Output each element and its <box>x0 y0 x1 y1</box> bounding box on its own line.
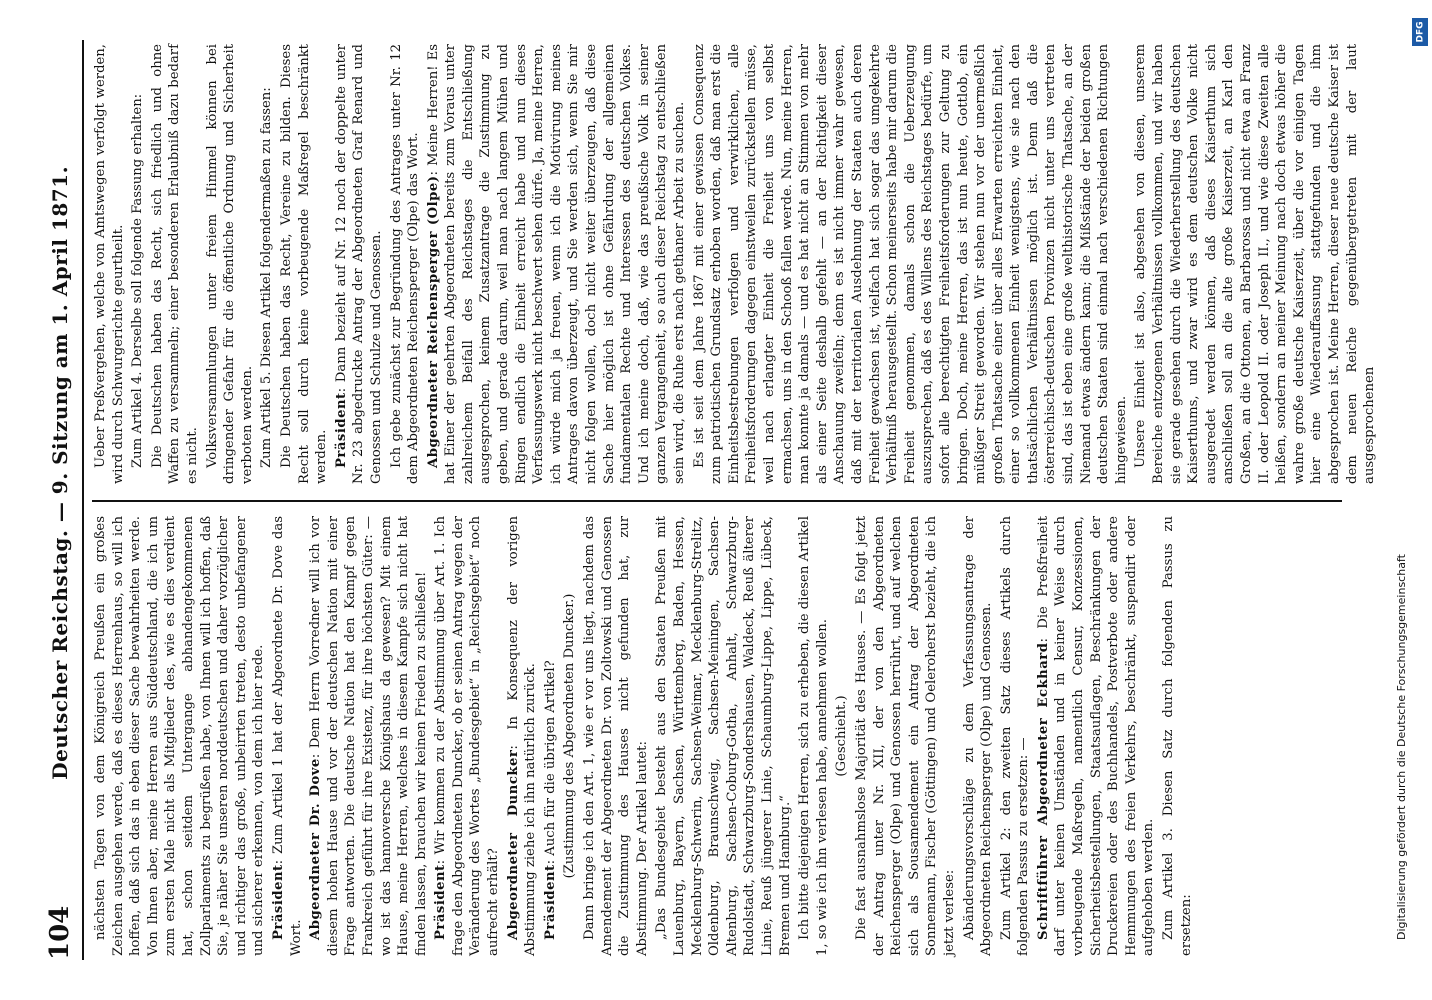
paragraph-text: Dann bringe ich den Art. 1, wie er vor uns liegt, nachdem das Amendement der Abgeordneten Dr. von Zoltowski und Genossen die Zustimmung des Hauses nicht gefunden hat, zur Abstimmung. Der Artikel lautet: <box>582 516 650 956</box>
paragraph-text: Ueber Preßvergehen, welche von Amtswegen verfolgt werden, wird durch Schwurgerichte geurtheilt. <box>93 44 126 484</box>
paragraph-text: (Geschieht.) <box>834 695 850 777</box>
paragraph <box>270 516 305 956</box>
paragraph <box>388 44 423 484</box>
paragraph <box>505 516 540 956</box>
paragraph <box>1132 44 1378 484</box>
paragraph <box>333 44 386 484</box>
speaker-name: Abgeordneter Duncker <box>505 749 521 940</box>
right-column <box>92 44 1378 484</box>
dfg-logo <box>1412 18 1428 46</box>
paragraph <box>961 516 996 956</box>
digitization-notice: Digitalisierung gefördert durch die Deutsche Forschungsgemeinschaft <box>1395 554 1408 940</box>
paragraph-text: : Die Preßfreiheit darf unter keinen Umständen und in keiner Weise durch vorbeugende Maßregeln, namentlich Censur, Konzessionen, Sicherheitsbestellungen, Staatsauflagen, Beschränkungen der Druckereien oder des Buchhandels, Postverbote oder andere Hemmungen des freien Verkehrs, beschränkt, suspendirt oder aufgehoben werden. <box>1035 516 1157 956</box>
paragraph <box>258 44 276 484</box>
paragraph-text: Ich gebe zunächst zur Begründung des Antrages unter Nr. 12 dem Abgeordneten Reichensperger (Olpe) das Wort. <box>388 44 422 484</box>
paragraph <box>278 44 331 484</box>
paragraph <box>432 516 502 956</box>
paragraph <box>92 44 127 484</box>
speaker-name: Schriftführer Abgeordneter Eckhard <box>1035 642 1051 940</box>
paragraph-text: nächsten Tagen von dem Königreich Preußen ein großes Zeichen ausgehen werde, daß es dieses Herrenhaus, so will ich hoffen, daß sich das in eben dieser Sache bewahrheiten werde. Von Ihnen aber, meine Herren aus Süddeutschland, die ich um zum ersten Male nicht als Mitglieder des, wie es dies verdient hat, schon seitdem Untergange abhandengekommenen Zollparlaments zu begrüßen habe, von Ihnen will ich hoffen, daß Sie, je näher Sie unseren norddeutschen und daher vorzüglicher und richtiger das große, unbeirrten treten, desto unbefangener und sicherer erkennen, von dem ich hier rede. <box>93 516 267 956</box>
header-rule <box>82 40 84 960</box>
paragraph-text: Es ist seit dem Jahre 1867 mit einer gewissen Consequenz zum patriotischen Grundsatz erhoben worden, daß man erst die Einheitsbestrebungen verfolgen und verwirklichen, alle Freiheitsforderungen dagegen einstweilen zurückstellen müsse, weil nach erlangter Einheit die Freiheit uns von selbst ermachsen, uns in den Schooß fallen werde. Nun, meine Herren, man konnte ja damals — und es hat nicht an Stimmen von mehr als einer Seite deshalb gefehlt — an der Richtigkeit dieser Anschauung zweifeln; denn es ist nicht immer wahr gewesen, daß mit der territorialen Ausdehnung der Staaten auch deren Freiheit gewachsen ist, vielfach hat sich sogar das umgekehrte Verhältniß herausgestellt. Schon meinerseits habe mir darum die Freiheit genommen, damals schon die Ueberzeugung auszusprechen, daß es des Willens des Reichstages bedürfe, um sofort alle berechtigten Freiheitsforderungen zur Geltung zu bringen. Doch, meine Herren, das ist nun heute, Gottlob, ein müßiger Streit geworden. Wir stehen nun vor der unermeßlich großen Thatsache einer über alles Erwarten erreichten Einheit, einer so vollkommenen Einheit wenigstens, wie sie nach den thatsächlichen Verhältnissen möglich ist. Denn daß die österreichisch-deutschen Provinzen nicht unter uns vertreten sind, das ist eben eine große welthistorische Thatsache, an der Niemand etwas ändern kann; die Mißstände der beiden großen deutschen Staaten sind einmal nach verschiedenen Richtungen hingewiesen. <box>691 44 1129 484</box>
paragraph <box>998 516 1033 956</box>
paragraph <box>691 44 1131 484</box>
paragraph-text: : Auch für die übrigen Artikel? <box>542 660 558 865</box>
paragraph-text: Ich bitte diejenigen Herren, sich zu erheben, die diesen Artikel 1, so wie ich ihn verlesen habe, annehmen wollen. <box>797 516 830 956</box>
paragraph <box>653 516 794 956</box>
paragraph-text: (Zustimmung des Abgeordneten Duncker.) <box>562 593 578 879</box>
column-rule <box>92 500 1342 502</box>
paragraph <box>1160 516 1195 956</box>
paragraph <box>853 516 959 956</box>
paragraph-text: Die Deutschen haben das Recht, Vereine zu bilden. Dieses Recht soll durch keine vorbeugende Maßregel beschränkt werden. <box>278 44 330 484</box>
paragraph <box>425 44 689 484</box>
paragraph-text: Die Deutschen haben das Recht, sich friedlich und ohne Waffen zu versammeln; einer besonderen Erlaubniß dazu bedarf es nicht. <box>149 44 200 484</box>
paragraph <box>796 516 831 956</box>
stage-direction <box>561 516 579 956</box>
paragraph-text: : Meine Herren! Es hat Einer der geehrten Abgeordneten bereits zum Voraus unter zahlreichem Beifall des Reichstages die Entschließung ausgesprochen, keinem Zusatzantrage die Zustimmung zu geben, und gerade darum, weil man nach langem Mühen und Ringen endlich die Einheit erreicht habe und nun dieses Verfassungswerk nicht beschwert sehen dürfe. Ja, meine Herren, ich würde mich ja freuen, wenn ich die Motivirung meines Antrages davon überzeugt, und Sie werden sich, wenn Sie mir nicht folgen wollen, doch nicht weiter überzeugen, daß diese Sache hier möglich ist ohne Gefährdung der allgemeinen fundamentalen Rechte und Interessen des deutschen Volkes. Und ich meine doch, daß, wie das preußische Volk in seiner ganzen Vergangenheit, so auch dieser Reichstag zu entschließen sein wird, die Ruhe erst nach gethaner Arbeit zu suchen. <box>425 44 687 484</box>
paragraph-text: Die fast ausnahmslose Majorität des Hauses. — Es folgt jetzt der Antrag unter Nr. XII, der von den Abgeordneten Reichensperger (Olpe) und Genossen herrührt, und auf welchen sich als Sousamendement ein Antrag der Abgeordneten Sonnemann, Fischer (Göttingen) und Oeleroherst bezieht, die ich jetzt verlese: <box>853 516 957 956</box>
paragraph-text: Zum Artikel 5. Diesen Artikel folgendermaßen zu fassen: <box>259 87 275 468</box>
paragraph-text: : Dann bezieht auf Nr. 12 noch der doppelte unter Nr. 23 abgedruckte Antrag der Abgeordneten Graf Renard und Genossen und Schulze und Genossen. <box>333 44 384 484</box>
paragraph <box>1035 516 1158 956</box>
paragraph-text: Volksversammlungen unter freiem Himmel können bei dringender Gefahr für die öffentliche Ordnung und Sicherheit verboten werden. <box>204 44 255 484</box>
speaker-name: Abgeordneter Dr. Dove <box>308 758 324 940</box>
paragraph-text: Zum Artikel 2: den zweiten Satz dieses Artikels durch folgenden Passus zu ersetzen: — <box>998 516 1032 956</box>
paragraph <box>129 44 147 484</box>
dfg-logo-text: DFG <box>1415 21 1426 43</box>
paragraph-text: Unsere Einheit ist also, abgesehen von diesen, unserem Bereiche entzogenen Verhältnissen vollkommen, und wir haben sie gerade gesehen durch die Wiederherstellung des deutschen Kaiserthums, und zwar wird es dem deutschen Volke nicht ausgeredet werden können, daß dieses Kaiserthum sich anschließen soll an die alte große Kaiserzeit, an Karl den Großen, an die Ottonen, an Barbarossa und nicht etwa an Franz II. oder Leopold II. oder Joseph II., und wie diese Zweiten alle heißen, sondern an meiner Meinung nach doch etwas höher die wahre große deutsche Kaiserzeit, über die vor einigen Tagen hier eine Wiederauffassung stattgefunden und die ihm abgesprochen ist. Meine Herren, dieser neue deutsche Kaiser ist dem neuen Reiche gegenübergetreten mit der laut ausgesprochenen <box>1133 44 1378 484</box>
paragraph-text: : Zum Artikel 1 hat der Abgeordnete Dr. Dove das Wort. <box>270 516 304 956</box>
speaker-name: Präsident <box>433 864 449 940</box>
paragraph-text: : Wir kommen zu der Abstimmung über Art. 1. Ich frage den Abgeordneten Duncker, ob er seinen Antrag wegen der Veränderung des Wortes „Bundesgebiet“ in „Reichsgebiet“ noch aufrecht erhält? <box>433 516 502 956</box>
speaker-name: Präsident <box>333 392 349 468</box>
page-header <box>40 40 80 960</box>
paragraph <box>307 516 430 956</box>
stage-direction <box>833 516 851 956</box>
paragraph <box>581 516 651 956</box>
running-head: Deutscher Reichstag. — 9. Sitzung am 1. April 1871. <box>48 165 72 780</box>
paragraph <box>92 516 268 956</box>
paragraph-text: „Das Bundesgebiet besteht aus den Staaten Preußen mit Lauenburg, Bayern, Sachsen, Württemberg, Baden, Hessen, Mecklenburg-Schwerin, Sachsen-Weimar, Mecklenburg-Strelitz, Oldenburg, Braunschweig, Sachsen-Meiningen, Sachsen-Altenburg, Sachsen-Coburg-Gotha, Anhalt, Schwarzburg-Rudolstadt, Schwarzburg-Sondershausen, Waldeck, Reuß älterer Linie, Reuß jüngerer Linie, Schaumburg-Lippe, Lippe, Lübeck, Bremen und Hamburg.“ <box>654 516 793 956</box>
paragraph <box>204 44 257 484</box>
paragraph-text: : In Konsequenz der vorigen Abstimmung ziehe ich ihn natürlich zurück. <box>505 516 539 956</box>
page-number: 104 <box>45 905 75 960</box>
left-column <box>92 516 1362 956</box>
paragraph-text: : Dem Herrn Vorredner will ich vor diesem hohen Hause und vor der deutschen Nation mit einer Frage antworten. Die deutsche Nation hat den Kampf gegen Frankreich geführt für ihre Existenz, für ihre höchsten Güter: — wo ist das hannoversche Königshaus da gewesen? Mit einem Hause, meine Herren, welches in diesem Kampfe sich nicht hat finden lassen, brauchen wir keinen Frieden zu schließen! <box>308 516 429 956</box>
paragraph-text: Zum Artikel 3. Diesen Satz durch folgenden Passus zu ersetzen: <box>1161 516 1194 956</box>
speaker-name: Abgeordneter Reichensperger (Olpe) <box>425 175 441 468</box>
paragraph-text: Abänderungsvorschläge zu dem Verfassungsantrage der Abgeordneten Reichensperger (Olpe) und Genossen. <box>961 516 995 956</box>
paragraph <box>149 44 202 484</box>
speaker-name: Präsident <box>542 864 558 940</box>
speaker-name: Präsident <box>270 864 286 940</box>
paragraph <box>542 516 560 956</box>
paragraph-text: Zum Artikel 4. Derselbe soll folgende Fassung erhalten: <box>130 93 146 468</box>
